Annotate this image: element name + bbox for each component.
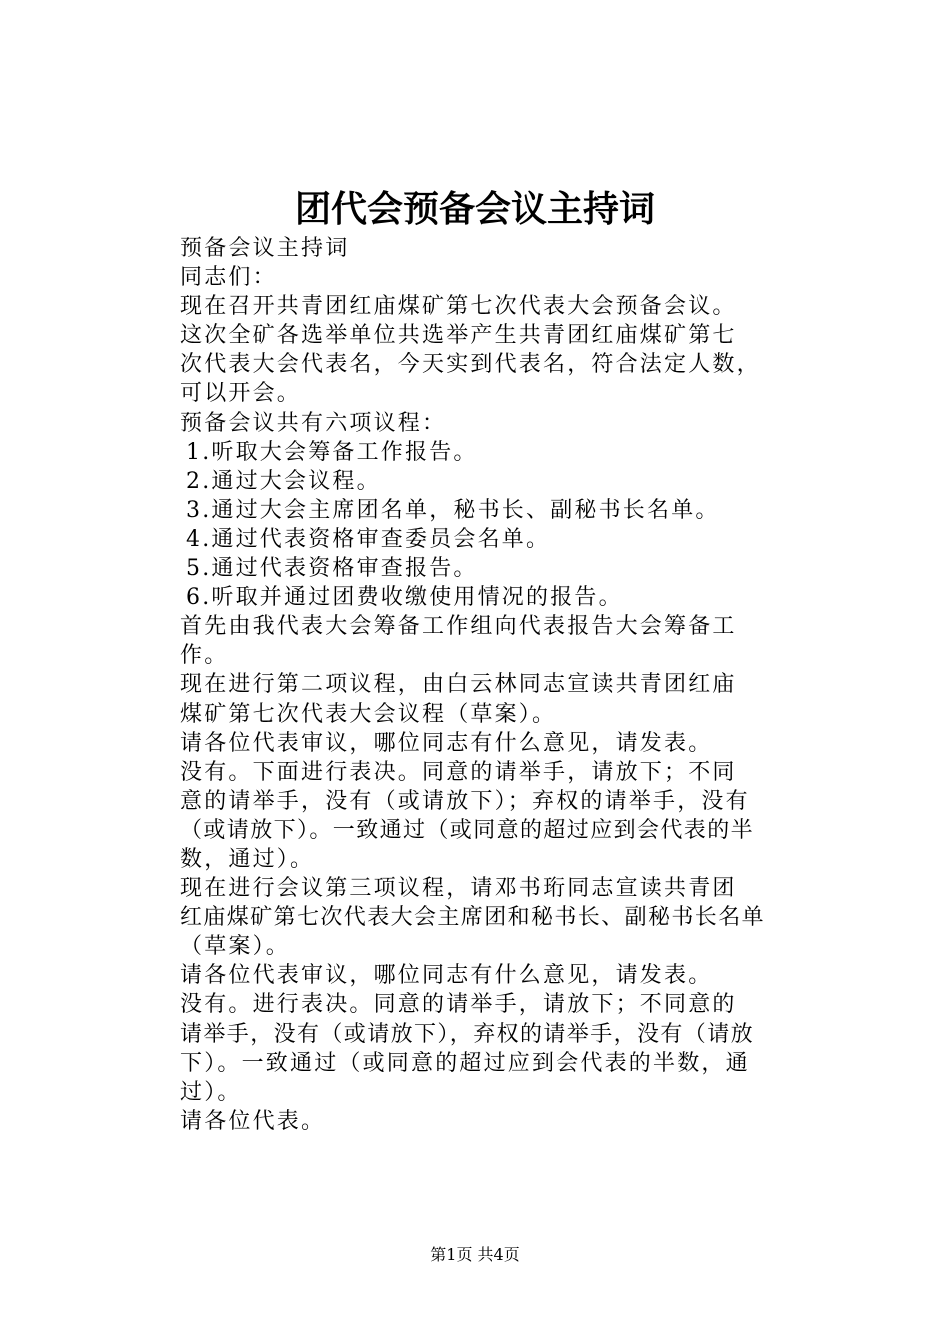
text-line: 意的请举手，没有（或请放下）；弃权的请举手，没有 [180,788,750,814]
text-line: （或请放下）。一致通过（或同意的超过应到会代表的半 [180,817,755,843]
agenda-item: 6.听取并通过团费收缴使用情况的报告。 [186,585,623,611]
agenda-item: 5.通过代表资格审查报告。 [186,556,478,582]
text-line: 请各位代表。 [180,1108,326,1134]
page-footer: 第1页 共4页 [430,1245,520,1264]
text-line: 请举手，没有（或请放下），弃权的请举手，没有（请放 [180,1021,755,1047]
agenda-item: 2.通过大会议程。 [186,468,381,494]
text-line: 数，通过）。 [180,846,315,872]
text-line: 过）。 [180,1079,242,1105]
text-line: 下）。一致通过（或同意的超过应到会代表的半数，通 [180,1050,750,1076]
text-line: 现在进行第二项议程，由白云林同志宣读共青团红庙 [180,672,737,698]
page-title: 团代会预备会议主持词 [294,189,655,230]
text-line: 没有。下面进行表决。同意的请举手，请放下；不同 [180,759,737,785]
text-line: 现在召开共青团红庙煤矿第七次代表大会预备会议。 [180,294,737,320]
text-line: 请各位代表审议，哪位同志有什么意见，请发表。 [180,730,713,756]
agenda-item: 1.听取大会筹备工作报告。 [186,439,478,465]
text-line: 红庙煤矿第七次代表大会主席团和秘书长、副秘书长名单 [180,905,766,931]
text-line: 首先由我代表大会筹备工作组向代表报告大会筹备工 [180,614,737,640]
agenda-item: 4.通过代表资格审查委员会名单。 [186,526,551,552]
text-line: （草案）。 [180,934,291,960]
text-line: 现在进行会议第三项议程，请邓书珩同志宣读共青团 [180,876,737,902]
text-line: 次代表大会代表名，今天实到代表名，符合法定人数， [180,352,761,378]
text-line: 这次全矿各选举单位共选举产生共青团红庙煤矿第七 [180,323,737,349]
document-body [180,234,830,1136]
text-line: 煤矿第七次代表大会议程（草案）。 [180,701,557,727]
text-line: 预备会议主持词 [180,236,350,261]
text-line: 没有。进行表决。同意的请举手，请放下；不同意的 [180,992,737,1018]
text-line: 作。 [180,643,229,669]
agenda-item: 3.通过大会主席团名单，秘书长、副秘书长名单。 [186,497,720,523]
text-line: 请各位代表审议，哪位同志有什么意见，请发表。 [180,963,713,989]
text-line: 可以开会。 [180,381,302,407]
text-line: 同志们： [180,265,277,291]
text-line: 预备会议共有六项议程： [180,410,447,436]
